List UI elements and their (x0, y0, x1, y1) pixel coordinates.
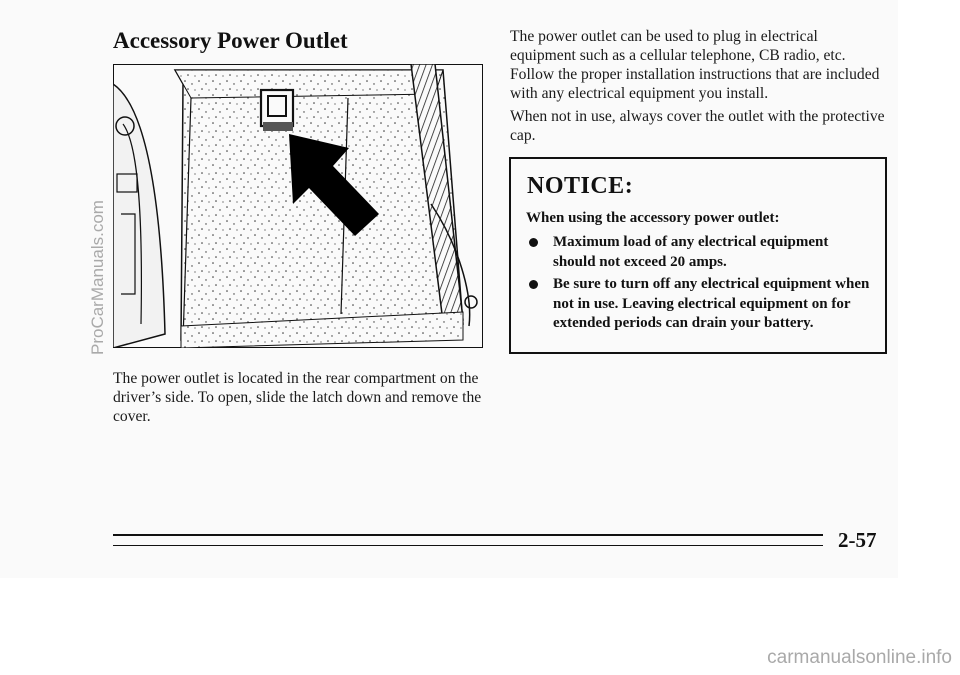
power-outlet-illustration (113, 64, 483, 348)
page-number: 2-57 (838, 528, 877, 552)
notice-box (509, 157, 887, 354)
notice-item-text: Be sure to turn off any electrical equipment when not in use. Leaving electrical equipment on for extended periods can drain your battery. (553, 276, 870, 331)
section-heading: Accessory Power Outlet (113, 28, 348, 53)
bullet-icon (529, 238, 538, 247)
bullet-icon (529, 280, 538, 289)
footer-watermark: carmanualsonline.info (767, 647, 952, 668)
notice-title: NOTICE: (527, 173, 634, 199)
notice-list (523, 233, 873, 334)
notice-item (523, 233, 873, 272)
notice-intro: When using the accessory power outlet: (526, 210, 780, 226)
body-paragraph-usage: The power outlet can be used to plug in electrical equipment such as a cellular telephone, CB radio, etc. Follow the proper installation instructions that are included with any electrical equipment you install. (510, 28, 880, 102)
figure-caption: The power outlet is located in the rear compartment on the driver’s side. To open, slide the latch down and remove the cover. (113, 370, 482, 425)
side-watermark: ProCarManuals.com (88, 200, 107, 355)
notice-item (523, 275, 873, 334)
body-paragraph-cover: When not in use, always cover the outlet with the protective cap. (510, 108, 885, 144)
footer-rule-thick (113, 534, 823, 536)
footer-rule-thin (113, 545, 823, 546)
notice-item-text: Maximum load of any electrical equipment should not exceed 20 amps. (553, 234, 829, 270)
